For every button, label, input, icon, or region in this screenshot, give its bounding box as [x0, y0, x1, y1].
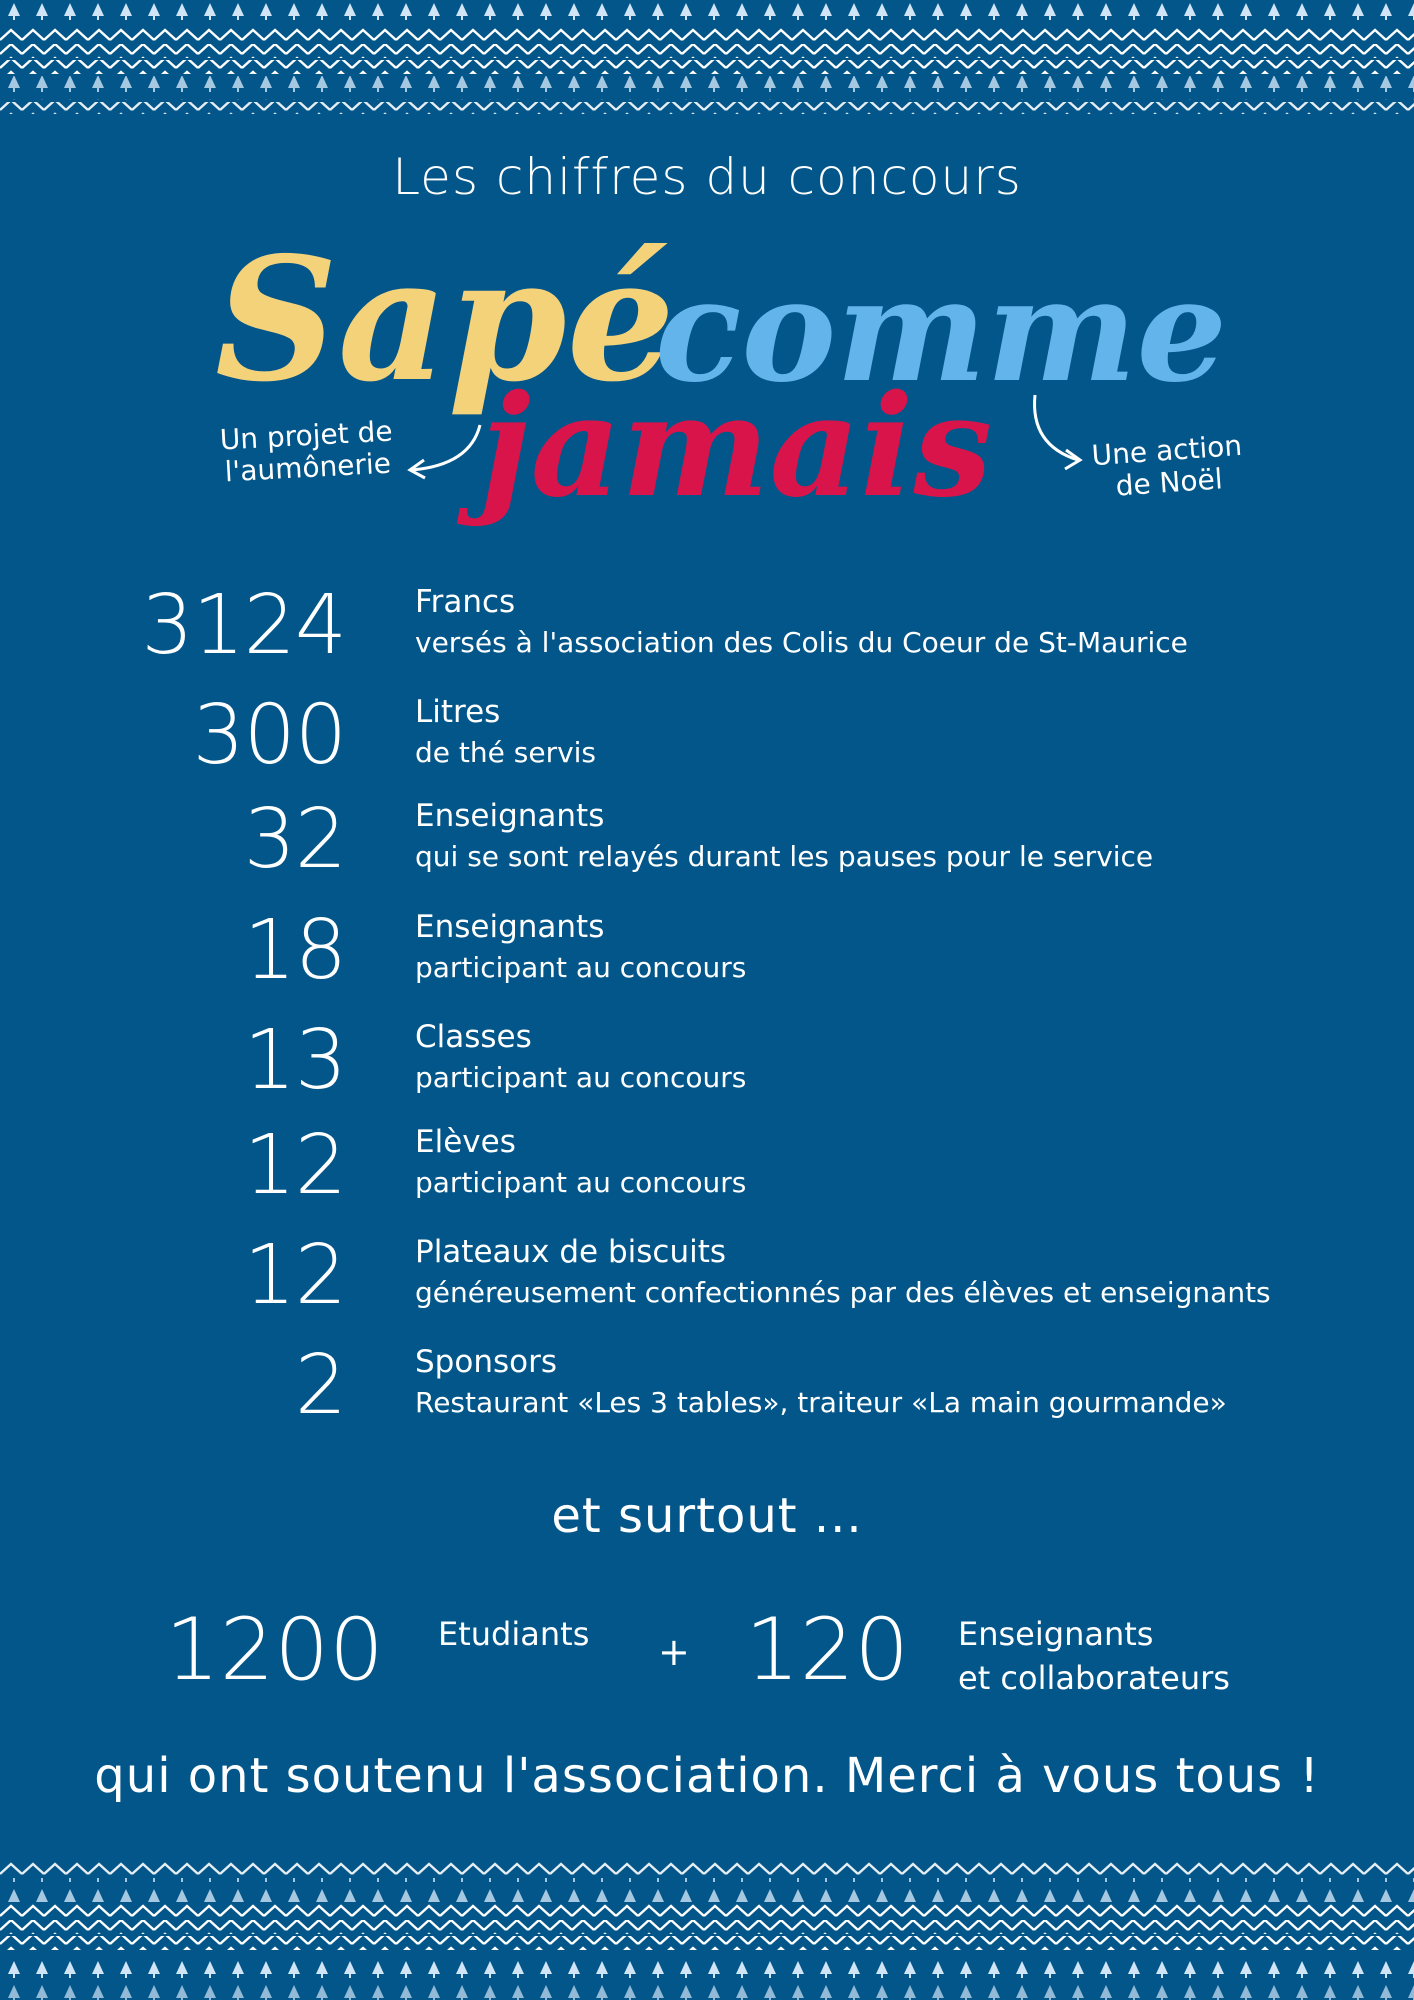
stat-number: 18: [243, 903, 346, 998]
decorative-pattern-bottom: [0, 1862, 1414, 1976]
note-aumonerie: Un projet de l'aumônerie: [218, 414, 394, 489]
thanks-message: qui ont soutenu l'association. Merci à vous tous !: [94, 1748, 1320, 1804]
zigzag-tree-pattern: [0, 1862, 1414, 2000]
note-noel: Une action de Noël: [1090, 428, 1244, 503]
list-item: [0, 578, 1414, 688]
stat-label: Elèves: [415, 1124, 516, 1160]
stat-description: de thé servis: [415, 736, 597, 769]
list-item: [0, 1013, 1414, 1123]
list-item: [0, 903, 1414, 1013]
stat-number: 3124: [141, 578, 346, 673]
stat-label: Enseignants: [415, 909, 605, 945]
teachers-label-line2: et collaborateurs: [958, 1659, 1230, 1697]
stat-number: 32: [243, 792, 346, 887]
surtout-heading: et surtout ...: [551, 1488, 863, 1544]
stat-description: participant au concours: [415, 1061, 747, 1094]
curved-arrows-icon: [0, 220, 1414, 550]
stat-description: Restaurant «Les 3 tables», traiteur «La main gourmande»: [415, 1386, 1227, 1419]
stat-description: qui se sont relayés durant les pauses pour le service: [415, 840, 1154, 873]
stat-number: 12: [243, 1228, 346, 1323]
list-item: [0, 792, 1414, 902]
zigzag-tree-pattern: [0, 0, 1414, 114]
list-item: [0, 1228, 1414, 1338]
stat-description: versés à l'association des Colis du Coeur de St-Maurice: [415, 626, 1188, 659]
stat-label: Francs: [415, 584, 516, 620]
students-label: Etudiants: [438, 1615, 590, 1653]
stat-description: participant au concours: [415, 951, 747, 984]
stat-description: participant au concours: [415, 1166, 747, 1199]
teachers-label-line1: Enseignants: [958, 1615, 1154, 1653]
decorative-pattern-top: [0, 0, 1414, 114]
list-item: [0, 1118, 1414, 1228]
stat-label: Plateaux de biscuits: [415, 1234, 727, 1270]
stat-label: Classes: [415, 1019, 532, 1055]
logo-word-sape: Sapé: [215, 220, 675, 420]
stat-label: Enseignants: [415, 798, 605, 834]
list-item: [0, 1338, 1414, 1448]
plus-sign: +: [658, 1630, 690, 1674]
event-logo: [0, 220, 1414, 550]
students-count: 1200: [165, 1600, 384, 1700]
stat-description: généreusement confectionnés par des élèves et enseignants: [415, 1276, 1271, 1309]
stat-number: 2: [294, 1338, 346, 1433]
logo-word-comme: comme: [655, 248, 1228, 414]
stat-label: Litres: [415, 694, 501, 730]
teachers-count: 120: [745, 1600, 910, 1700]
stat-label: Sponsors: [415, 1344, 557, 1380]
teachers-label: [958, 1612, 1230, 1700]
stat-number: 12: [243, 1118, 346, 1213]
stat-number: 13: [243, 1013, 346, 1108]
stat-number: 300: [192, 688, 346, 783]
page-subtitle: Les chiffres du concours: [392, 148, 1022, 206]
list-item: [0, 688, 1414, 798]
logo-word-jamais: jamais: [480, 365, 993, 529]
